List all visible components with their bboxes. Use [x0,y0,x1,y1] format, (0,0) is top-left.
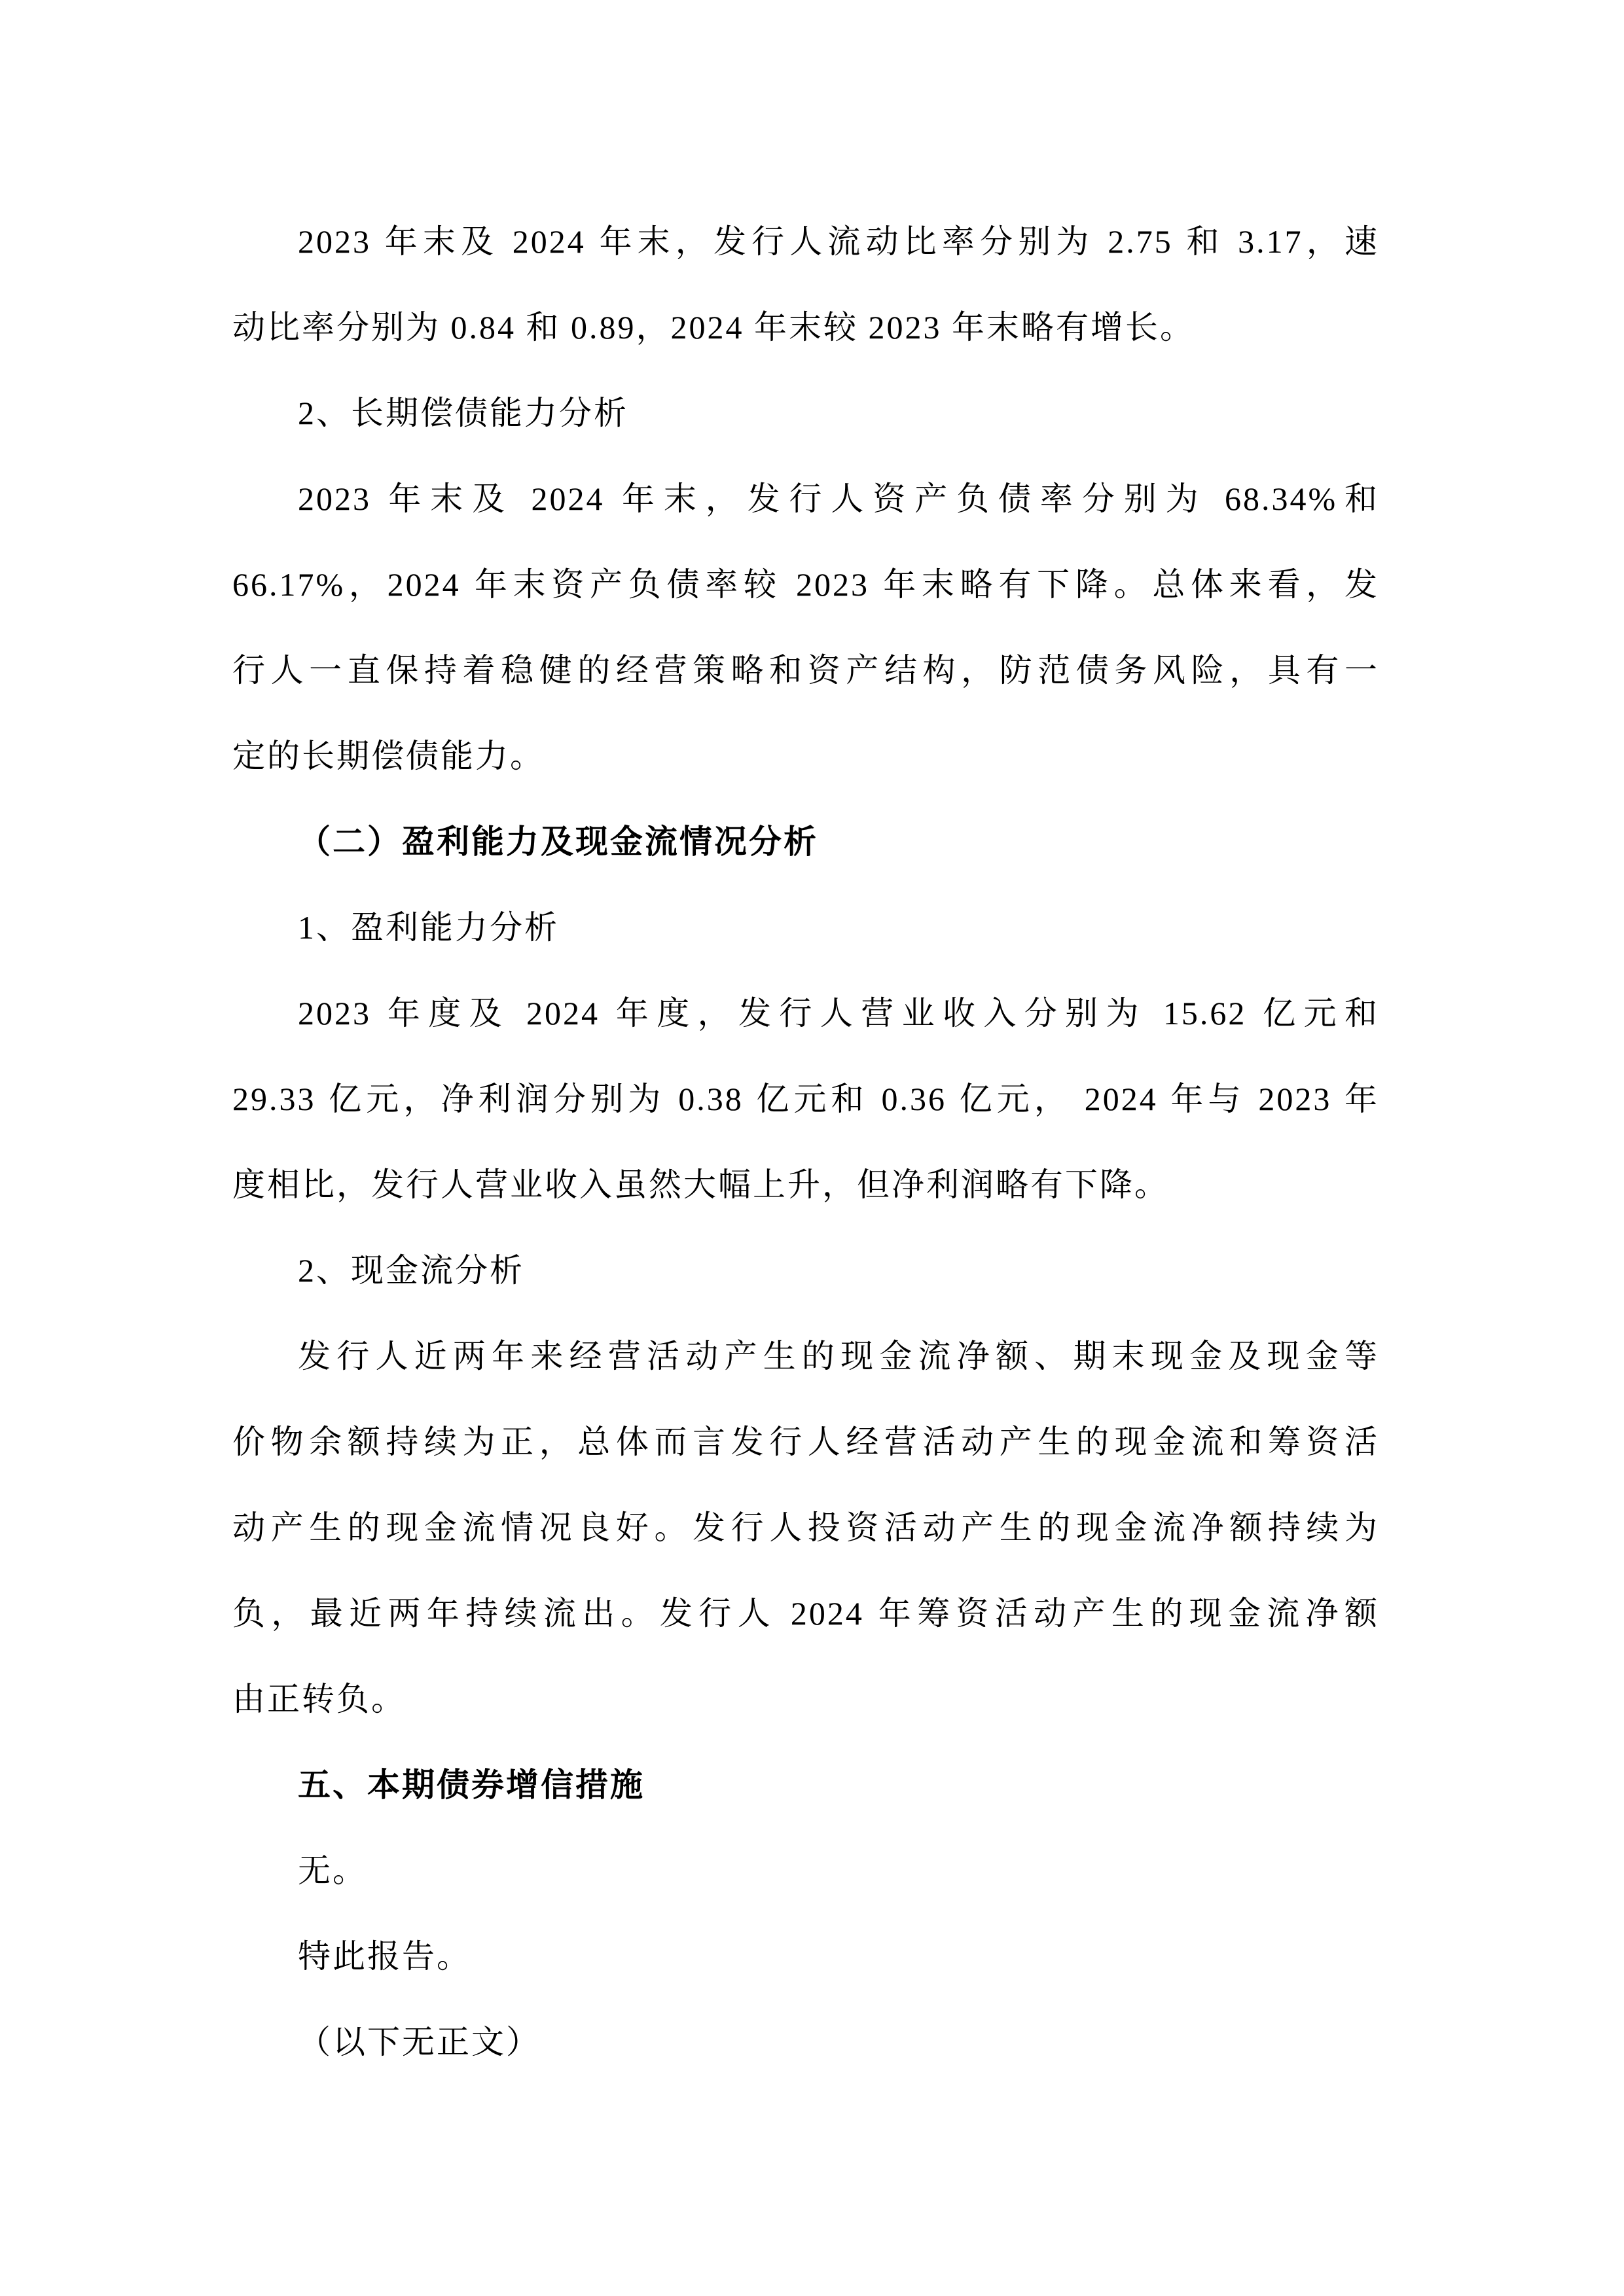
doc-line: 负，最近两年持续流出。发行人 2024 年筹资活动产生的现金流净额 [232,1595,1379,1632]
doc-line-no-more-text: （以下无正文） [298,2024,541,2060]
subheading-cashflow: 2、现金流分析 [298,1252,524,1289]
doc-line: 定的长期偿债能力。 [232,738,545,774]
subheading-long-term-solvency: 2、长期偿债能力分析 [298,395,628,431]
doc-line-none: 无。 [298,1852,367,1889]
doc-line: 2023 年度及 2024 年度，发行人营业收入分别为 15.62 亿元和 [298,995,1379,1031]
doc-line: 29.33 亿元，净利润分别为 0.38 亿元和 0.36 亿元， 2024 年与 2023 年 [232,1081,1379,1117]
doc-line: 2023 年末及 2024 年末，发行人资产负债率分别为 68.34%和 [298,480,1379,517]
doc-line: 由正转负。 [232,1681,406,1717]
doc-line: 2023 年末及 2024 年末，发行人流动比率分别为 2.75 和 3.17，速 [298,223,1379,260]
doc-line: 度相比，发行人营业收入虽然大幅上升，但净利润略有下降。 [232,1166,1169,1203]
doc-line: 66.17%，2024 年末资产负债率较 2023 年末略有下降。总体来看，发 [232,566,1379,603]
section-heading-credit-enhancement: 五、本期债券增信措施 [298,1767,645,1803]
section-heading-profitability-cashflow: （二）盈利能力及现金流情况分析 [298,823,818,860]
subheading-profitability: 1、盈利能力分析 [298,909,559,946]
doc-line: 价物余额持续为正，总体而言发行人经营活动产生的现金流和筹资活 [232,1424,1379,1460]
doc-line: 动比率分别为 0.84 和 0.89，2024 年末较 2023 年末略有增长。 [232,309,1195,346]
doc-line-hereby-report: 特此报告。 [298,1938,471,1975]
doc-line: 发行人近两年来经营活动产生的现金流净额、期末现金及现金等 [298,1338,1379,1374]
doc-line: 动产生的现金流情况良好。发行人投资活动产生的现金流净额持续为 [232,1509,1379,1546]
doc-line: 行人一直保持着稳健的经营策略和资产结构，防范债务风险，具有一 [232,652,1379,689]
